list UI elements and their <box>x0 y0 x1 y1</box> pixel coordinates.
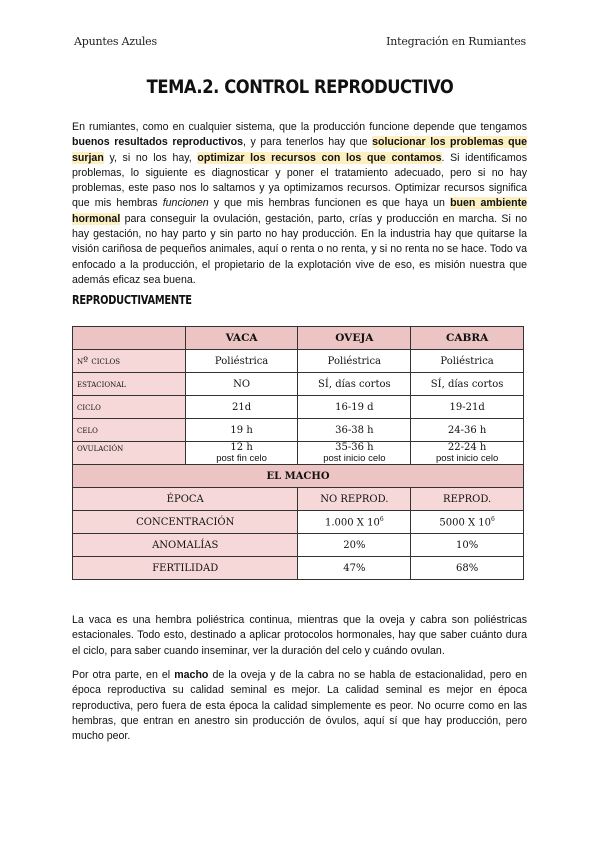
table-row <box>73 350 524 373</box>
section-heading: REPRODUCTIVAMENTE <box>72 293 192 307</box>
table-cell <box>411 442 524 465</box>
table-cell: 20% <box>298 534 411 557</box>
highlighted-text: buen ambiente hormonal <box>72 197 527 225</box>
table-cell: 19 h <box>185 419 298 442</box>
table-cell: Poliéstrica <box>185 350 298 373</box>
table-cell: SÍ, días cortos <box>298 373 411 396</box>
page-title: TEMA.2. CONTROL REPRODUCTIVO <box>146 76 454 98</box>
header-cell-cabra: CABRA <box>411 327 524 350</box>
reproduction-table <box>72 326 524 580</box>
highlighted-text: optimizar los recursos con los que contamos <box>197 151 442 164</box>
table-cell: NO <box>185 373 298 396</box>
macho-title: EL MACHO <box>73 465 524 488</box>
row-label: ÉPOCA <box>73 488 298 511</box>
row-label: estacional <box>73 373 186 396</box>
exponent: 6 <box>491 515 495 523</box>
cell-note: post inicio celo <box>435 453 499 464</box>
cell-note: post inicio celo <box>323 453 386 464</box>
highlighted-text: solucionar los problemas que surjan <box>72 136 527 164</box>
male-paragraph <box>72 668 527 744</box>
table-cell <box>185 442 298 465</box>
table-cell: 16-19 d <box>298 396 411 419</box>
macho-header-row <box>73 465 524 488</box>
table-cell: 21d <box>185 396 298 419</box>
table-cell: 68% <box>411 557 524 580</box>
table-row <box>73 442 524 465</box>
text-span: En rumiantes, como en cualquier sistema, que la producción funcione depende que tengamos <box>72 121 527 133</box>
text-span: y que mis hembras funcionen es que haya un <box>208 197 451 210</box>
text-span: para conseguir la ovulación, gestación, parto, crías y producción en marcha. Si no hay gestación, no hay parto y sin parto no hay producción. En la industria hay que quitarse la visión cariñosa de pequeños animales, aquí o renta o no renta, y si no renta no se hace. Todo va enfocado a la producción, el propietario de la explotación vive de eso, es misión nuestra que además eficaz sea buena. <box>72 212 527 286</box>
table-cell: 24-36 h <box>411 419 524 442</box>
bold-text: buenos resultados reproductivos <box>72 136 243 149</box>
row-label: ovulación <box>73 442 186 465</box>
table-cell <box>411 511 524 534</box>
table-cell: 47% <box>298 557 411 580</box>
italic-text: funcionen <box>162 197 209 210</box>
table-row <box>73 488 524 511</box>
row-label: CONCENTRACIÓN <box>73 511 298 534</box>
table-cell: SÍ, días cortos <box>411 373 524 396</box>
cell-value: 1.000 X 10 <box>325 517 380 529</box>
table-cell: Poliéstrica <box>411 350 524 373</box>
header-cell-empty <box>73 327 186 350</box>
header-right: Integración en Rumiantes <box>386 35 526 48</box>
table-cell: Poliéstrica <box>298 350 411 373</box>
cell-value: 5000 X 10 <box>439 517 492 529</box>
female-paragraph: La vaca es una hembra poliéstrica continua, mientras que la oveja y cabra son poliéstricas estacionales. Todo esto, destinado a aplicar protocolos hormonales, hay que saber cuánto dura el ciclo, para saber cuando inseminar, ver la duración del celo y cuándo ovulan. <box>72 614 527 657</box>
table-row <box>73 419 524 442</box>
table-cell <box>298 442 411 465</box>
table-row <box>73 534 524 557</box>
header-left: Apuntes Azules <box>74 35 157 48</box>
intro-paragraph <box>72 120 527 288</box>
table-cell: 10% <box>411 534 524 557</box>
table-header-row <box>73 327 524 350</box>
text-span: , y para tenerlos hay que <box>242 136 373 149</box>
cell-value: 22-24 h <box>447 442 487 453</box>
text-span: y, si no los hay, <box>103 151 198 164</box>
exponent: 6 <box>379 515 384 523</box>
table-cell: 19-21d <box>411 396 524 419</box>
row-label: ANOMALÍAS <box>73 534 298 557</box>
table-cell <box>298 511 411 534</box>
cell-value: 12 h <box>230 442 253 453</box>
text-span: de la oveja y de la cabra no se habla de estacionalidad, pero en época reproductiva su calidad seminal es mejor. La calidad seminal es mejor en época reproductiva, pero fuera de esta época la calidad simplemente es peor. No ocurre como en las hembras, que entran en anestro sin producción de óvulos, aquí sí que hay producción, pero mucho peor. <box>72 669 527 743</box>
table-row <box>73 557 524 580</box>
text-span: . Si identificamos problemas, lo siguiente es diagnosticar y poner el tratamiento adecuado, pero si no hay problemas, este paso nos lo saltamos y ya optimizamos recursos. Optimizar recursos significa que mis hembras <box>72 151 527 210</box>
cell-note: post fin celo <box>216 453 267 464</box>
column-header: NO REPROD. <box>298 488 411 511</box>
header-cell-vaca: VACA <box>185 327 298 350</box>
row-label: ciclo <box>73 396 186 419</box>
row-label: celo <box>73 419 186 442</box>
header-cell-oveja: OVEJA <box>298 327 411 350</box>
row-label: FERTILIDAD <box>73 557 298 580</box>
table-row <box>73 511 524 534</box>
table-cell: 36-38 h <box>298 419 411 442</box>
table-row <box>73 396 524 419</box>
cell-value: 35-36 h <box>335 442 374 453</box>
column-header: REPROD. <box>411 488 524 511</box>
bold-text: macho <box>174 669 209 681</box>
row-label: nº ciclos <box>73 350 186 373</box>
table-row <box>73 373 524 396</box>
text-span: Por otra parte, en el <box>72 669 175 681</box>
